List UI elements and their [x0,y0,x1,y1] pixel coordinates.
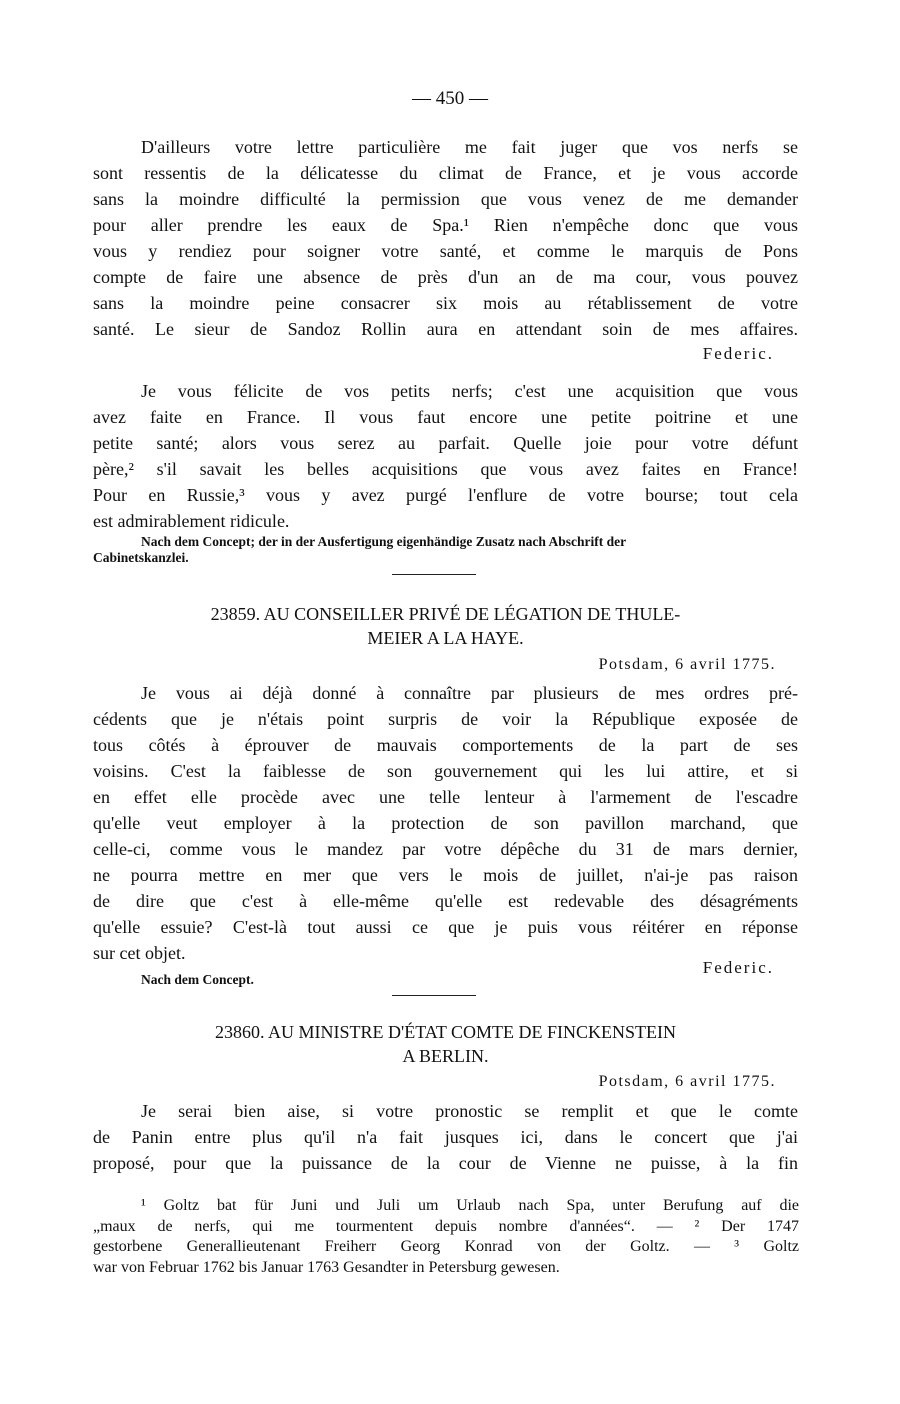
footnotes [93,1196,799,1278]
letter-3-body [93,1098,798,1176]
text-line: santé. Le sieur de Sandoz Rollin aura en attendant soin de mes affaires. [93,319,798,339]
signature: Federic. [702,958,774,977]
text-line: compte de faire une absence de près d'un an de ma cour, vous pouvez [93,267,798,287]
text-line: en effet elle procède avec une telle lenteur à l'armement de l'escadre [93,787,798,807]
footnote-line: ¹ Goltz bat für Juni und Juli um Urlaub nach Spa, unter Berufung auf die [141,1197,799,1214]
text-line: ne pourra mettre en mer que vers le mois de juillet, n'ai-je pas raison [93,865,798,885]
text-line: voisins. C'est la faiblesse de son gouvernement qui les lui attire, et si [93,761,798,781]
text-line: sans la moindre peine consacrer six mois au rétablissement de votre [93,293,798,313]
text-line: celle-ci, comme vous le mandez par votre dépêche du 31 de mars dernier, [93,839,798,859]
text-line: vous y rendiez pour soigner votre santé, et comme le marquis de Pons [93,241,798,261]
section-divider [392,995,476,996]
source-note: Nach dem Concept; der in der Ausfertigung eigenhändige Zusatz nach Abschrift der [141,534,627,549]
text-line: est admirablement ridicule. [93,511,290,531]
text-line: tous côtés à éprouver de mauvais comportements de la part de ses [93,735,798,755]
text-line: de dire que c'est à elle-même qu'elle est redevable des désagréments [93,891,798,911]
text-line: cédents que je n'étais point surpris de voir la République exposée de [93,709,798,729]
section-divider [392,574,476,575]
dateline: Potsdam, 6 avril 1775. [598,656,776,673]
letter-heading: 23859. AU CONSEILLER PRIVÉ DE LÉGATION DE THULE- [210,604,681,624]
source-note: Nach dem Concept. [141,972,254,987]
letter-heading: 23860. AU MINISTRE D'ÉTAT COMTE DE FINCKENSTEIN [215,1022,676,1042]
text-line: avez faite en France. Il vous faut encore une petite poitrine et une [93,407,798,427]
text-line: père,² s'il savait les belles acquisitions que vous avez faites en France! [93,459,798,479]
text-line: sont ressentis de la délicatesse du climat de France, et je vous accorde [93,163,798,183]
text-line: Je vous ai déjà donné à connaître par plusieurs de mes ordres pré- [141,683,798,703]
signature: Federic. [702,344,774,363]
letter-heading: MEIER A LA HAYE. [367,628,524,648]
footnote-line: war von Februar 1762 bis Januar 1763 Gesandter in Petersburg gewesen. [93,1258,560,1276]
letter-1-postscript [93,378,798,534]
page-number: — 450 — [412,88,488,109]
text-line: pour aller prendre les eaux de Spa.¹ Rien n'empêche donc que vous [93,215,798,235]
text-line: sans la moindre difficulté la permission que vous venez de me demander [93,189,798,209]
dateline: Potsdam, 6 avril 1775. [598,1073,776,1090]
footnote-line: „maux de nerfs, qui me tourmentent depuis nombre d'années“. — ² Der 1747 [93,1217,799,1235]
text-line: Je vous félicite de vos petits nerfs; c'est une acquisition que vous [141,381,798,401]
text-line: Je serai bien aise, si votre pronostic se remplit et que le comte [141,1101,798,1121]
text-line: qu'elle essuie? C'est-là tout aussi ce que je puis vous réitérer en réponse [93,917,798,937]
text-line: qu'elle veut employer à la protection de son pavillon marchand, que [93,813,798,833]
text-line: D'ailleurs votre lettre particulière me fait juger que vos nerfs se [141,137,798,157]
footnote-line: gestorbene Generallieutenant Freiherr Georg Konrad von der Goltz. — ³ Goltz [93,1238,799,1255]
text-line: petite santé; alors vous serez au parfait. Quelle joie pour votre défunt [93,433,798,453]
letter-2-body [93,680,798,966]
text-line: proposé, pour que la puissance de la cour de Vienne ne puisse, à la fin [93,1153,798,1173]
source-note: Cabinetskanzlei. [93,550,189,565]
text-line: de Panin entre plus qu'il n'a fait jusques ici, dans le concert que j'ai [93,1127,798,1147]
text-line: Pour en Russie,³ vous y avez purgé l'enflure de votre bourse; tout cela [93,485,798,505]
letter-heading: A BERLIN. [402,1046,489,1066]
text-line: sur cet objet. [93,943,186,963]
letter-1-body [93,134,798,342]
